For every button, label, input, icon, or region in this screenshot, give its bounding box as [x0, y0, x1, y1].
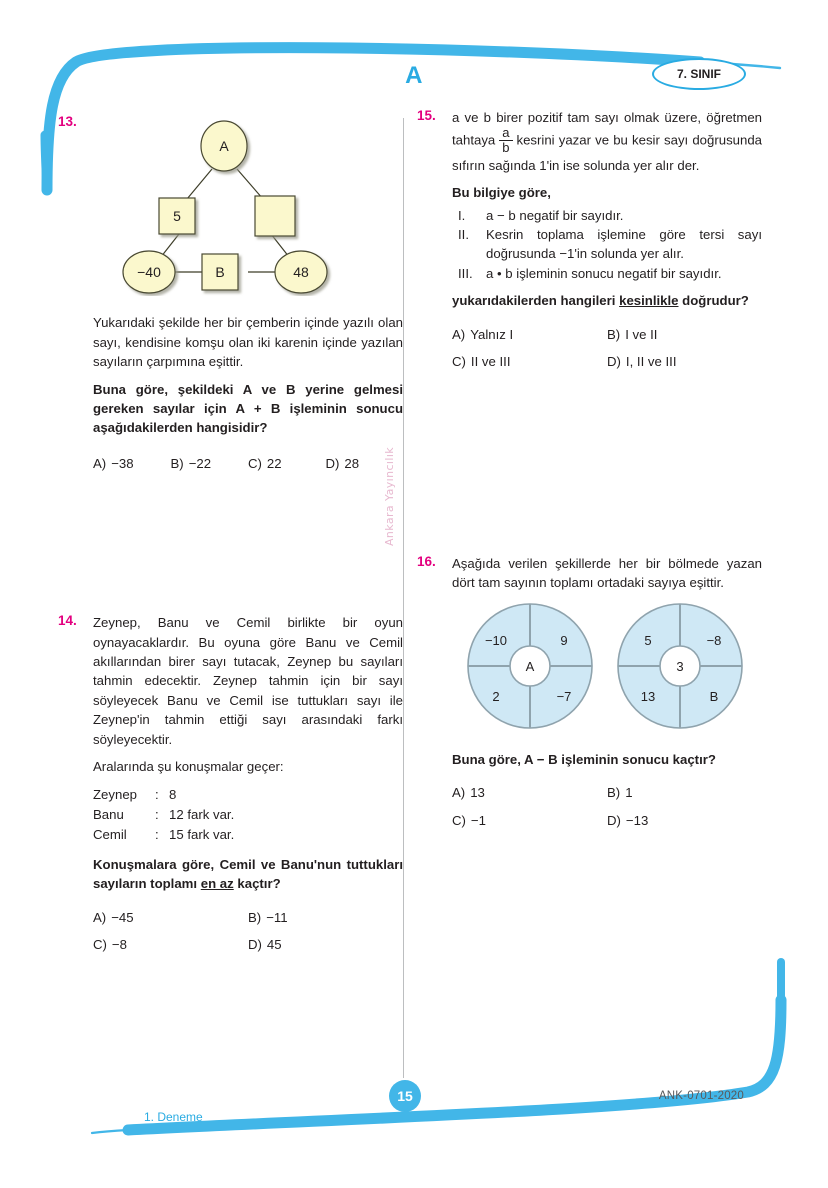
question-16-option-a[interactable]	[452, 783, 607, 802]
question-15-option-c[interactable]	[452, 352, 607, 371]
option-letter: C)	[93, 936, 107, 952]
right-column	[417, 108, 762, 856]
figure-13-label-left-square: 5	[173, 208, 181, 224]
question-14-prompt	[93, 855, 403, 894]
figure-16-left-bottom-right: −7	[556, 689, 572, 705]
dialogue-speaker: Cemil	[93, 826, 127, 842]
question-13-option-b[interactable]	[171, 454, 249, 473]
roman-item-3	[452, 265, 762, 284]
booklet-letter: A	[405, 62, 423, 89]
fraction-numerator: a	[502, 125, 510, 141]
question-15-roman-list	[452, 207, 762, 284]
prompt-before: yukarıdakilerden hangileri	[452, 293, 620, 309]
dialogue-row	[93, 805, 403, 825]
question-14-number: 14.	[58, 613, 77, 629]
option-letter: A)	[93, 455, 107, 471]
question-16-number: 16.	[417, 553, 436, 569]
question-14-option-c[interactable]	[93, 935, 248, 954]
fraction-a-over-b	[499, 126, 512, 154]
grade-badge: 7. SINIF	[652, 58, 746, 90]
figure-13-label-bottom-left-circle: −40	[137, 264, 161, 280]
figure-16-right-top-right: −8	[706, 633, 722, 649]
option-letter: B)	[607, 785, 621, 801]
option-text: I ve II	[625, 326, 658, 342]
figure-16-right-bottom-right: B	[709, 689, 719, 705]
option-text: 22	[266, 455, 282, 471]
roman-text: Kesrin toplama işlemine göre tersi sayı doğrusunda −1'in solunda yer alır.	[486, 227, 762, 261]
roman-item-2	[452, 226, 762, 263]
dialogue-value: 15 fark var.	[169, 826, 235, 842]
figure-16-left-center: A	[525, 659, 535, 675]
roman-numeral: I.	[458, 207, 466, 223]
fraction-denominator: b	[499, 140, 512, 155]
option-letter: D)	[248, 936, 262, 952]
question-15-intro	[452, 108, 762, 175]
figure-13-label-bottom-square: B	[215, 264, 225, 280]
prompt-after: doğrudur?	[678, 293, 749, 309]
question-13-option-d[interactable]	[326, 454, 404, 473]
dialogue-colon: :	[155, 826, 159, 842]
question-15-number: 15.	[417, 108, 436, 123]
option-text: II ve III	[470, 354, 511, 370]
option-letter: A)	[93, 909, 107, 925]
page-number-badge: 15	[389, 1080, 421, 1112]
dialogue-colon: :	[155, 786, 159, 802]
option-text: 45	[266, 936, 282, 952]
prompt-before: Konuşmalara göre, Cemil ve Banu'nun tuttukları sayıların toplamı	[93, 856, 403, 892]
question-14-options	[93, 908, 403, 955]
question-13-prompt: Buna göre, şekildeki A ve B yerine gelmesi gereken sayılar için A + B işleminin sonucu aşağıdakilerden hangisidir?	[93, 381, 403, 436]
option-text: 13	[470, 785, 485, 801]
figure-16-right-top-left: 5	[644, 633, 652, 649]
option-text: −11	[266, 909, 288, 925]
prompt-underlined: en az	[200, 876, 234, 892]
top-left-swoosh-tail	[45, 135, 47, 190]
option-letter: D)	[607, 354, 621, 370]
option-letter: A)	[452, 785, 466, 801]
question-14-paragraph-1: Zeynep, Banu ve Cemil birlikte bir oyun oynayacaklardır. Bu oyuna göre Banu ve Cemil akıllarından birer sayı tutacak, Zeynep bu sayıları tahmin edecektir. Zeynep tahmin için bir sayı söyleyecek Banu ve Cemil ise tuttukları sayı ile Zeynep'in tahmin ettiği sayı arasındaki farkı söyleyecektir.	[93, 615, 403, 747]
option-letter: D)	[325, 455, 340, 471]
roman-text: a • b işleminin sonucu negatif bir sayıdır.	[486, 265, 722, 281]
question-13-option-c[interactable]	[248, 454, 326, 473]
figure-13-label-top-circle: A	[219, 138, 229, 154]
question-13-paragraph: Yukarıdaki şekilde her bir çemberin içinde yazılı olan sayı, kendisine komşu olan iki karenin içinde yazılan sayıların çarpımına eşittir.	[93, 315, 403, 370]
option-text: −45	[111, 909, 134, 925]
option-letter: C)	[452, 354, 466, 370]
question-15-option-b[interactable]	[607, 325, 762, 344]
prompt-after: kaçtır?	[233, 876, 281, 892]
roman-item-1	[452, 207, 762, 226]
option-text: 1	[625, 785, 633, 801]
figure-16-right-bottom-left: 13	[640, 689, 656, 705]
question-16	[417, 554, 762, 830]
figure-16-right-center: 3	[676, 659, 684, 675]
question-13	[58, 114, 403, 473]
question-15-option-a[interactable]	[452, 325, 607, 344]
question-13-option-a[interactable]	[93, 454, 171, 473]
question-16-option-c[interactable]	[452, 811, 607, 830]
option-text: −1	[470, 812, 486, 828]
footer-code: ANK-0701-2020	[658, 1090, 744, 1102]
option-text: −13	[625, 812, 649, 828]
question-16-options	[452, 783, 762, 830]
dialogue-row	[93, 785, 403, 805]
question-14-dialogue	[93, 785, 403, 845]
question-15-intro-part-2: kesrini yazar ve bu kesir sayı doğrusunda sıfırın sağında 1'in ise solunda yer alır der.	[452, 133, 762, 173]
bottom-right-swoosh-taper	[92, 1130, 128, 1133]
question-14-option-b[interactable]	[248, 908, 403, 927]
question-14-paragraph-2: Aralarında şu konuşmalar geçer:	[93, 759, 284, 775]
option-letter: B)	[170, 455, 184, 471]
question-13-figure	[67, 114, 403, 301]
question-15-options	[452, 325, 762, 372]
question-16-prompt: Buna göre, A − B işleminin sonucu kaçtır?	[452, 751, 716, 767]
left-column	[58, 108, 403, 980]
question-16-option-d[interactable]	[607, 811, 762, 830]
question-13-number: 13.	[58, 114, 77, 129]
option-text: Yalnız I	[470, 326, 514, 342]
roman-numeral: III.	[458, 265, 473, 281]
dialogue-value: 12 fark var.	[169, 806, 235, 822]
figure-13-node-right-square	[255, 196, 295, 236]
figure-13-label-bottom-right-circle: 48	[293, 264, 309, 280]
option-letter: B)	[607, 326, 621, 342]
figure-16-left-top-right: 9	[560, 633, 568, 649]
bottom-right-swoosh	[128, 1000, 781, 1130]
option-letter: C)	[452, 812, 466, 828]
roman-text: a − b negatif bir sayıdır.	[486, 207, 624, 223]
dialogue-row	[93, 825, 403, 845]
question-16-paragraph: Aşağıda verilen şekillerde her bir bölmede yazan dört tam sayının toplamı ortadaki sayıya eşittir.	[452, 555, 762, 591]
question-15-intro-part-1: a ve b birer pozitif tam sayı olmak üzere, öğretmen tahtaya	[452, 110, 762, 149]
dialogue-speaker: Zeynep	[93, 786, 137, 802]
option-text: 28	[344, 455, 360, 471]
prompt-underlined: kesinlikle	[619, 293, 679, 309]
option-letter: A)	[452, 326, 466, 342]
question-15	[417, 108, 762, 372]
option-letter: B)	[248, 909, 262, 925]
question-15-prompt	[452, 291, 762, 310]
figure-16-left-top-left: −10	[484, 633, 508, 649]
question-16-option-b[interactable]	[607, 783, 762, 802]
option-letter: C)	[248, 455, 262, 471]
question-14-option-a[interactable]	[93, 908, 248, 927]
option-letter: D)	[607, 812, 621, 828]
question-14	[58, 613, 403, 954]
column-divider	[403, 118, 404, 1078]
dialogue-speaker: Banu	[93, 806, 124, 822]
question-14-option-d[interactable]	[248, 935, 403, 954]
question-16-figure	[458, 600, 762, 737]
footer-test-name: 1. Deneme	[144, 1110, 203, 1124]
option-text: −38	[111, 455, 134, 471]
option-text: −8	[111, 936, 127, 952]
option-text: I, II ve III	[625, 354, 677, 370]
question-15-option-d[interactable]	[607, 352, 762, 371]
publisher-watermark: Ankara Yayıncılık	[383, 446, 396, 546]
figure-16-left-bottom-left: 2	[492, 689, 500, 705]
question-15-bold-lead: Bu bilgiye göre,	[452, 185, 551, 201]
dialogue-colon: :	[155, 806, 159, 822]
question-13-options	[93, 454, 403, 473]
dialogue-value: 8	[169, 786, 177, 802]
option-text: −22	[188, 455, 212, 471]
roman-numeral: II.	[458, 227, 469, 243]
